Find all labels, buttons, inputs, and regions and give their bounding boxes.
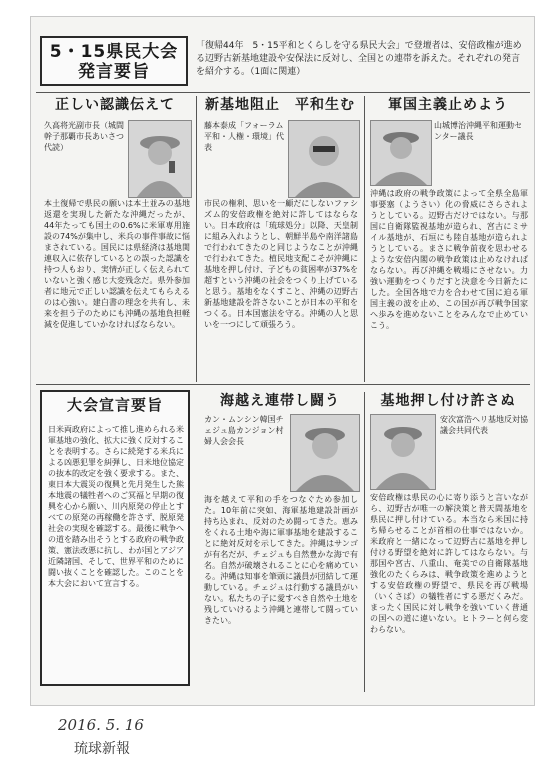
speaker-photo-5 <box>290 414 360 492</box>
article5-speaker: カン・ムンシン韓国チェジュ島カンジョン村婦人会会長 <box>204 415 284 446</box>
article4-body: 日米両政府によって推し進められる米軍基地の強化、拡大に強く反対することを表明する。さらに続発する米兵による凶悪犯罪を糾弾し、日米地位協定の抜本的改定を強く要求する。また、東日本大震災の復興と先月発生した熊本地震の犠牲者へのご冥福と早期の復興を心から願い、川内原発の停止とすべての原発の再稼働を許さず、脱原発社会の実現を確認する。最後に戦争への道を踏み出そうとする政府の戦争政策、憲法改悪に抗し、わが国とアジア近隣諸国、そして、世界平和のために闘い抜くことを確認した。このことを本大会において宣言する。 <box>48 425 184 588</box>
speaker-photo-2 <box>288 120 360 198</box>
article3-body: 沖縄は政府の戦争政策によって全県全島軍事要塞（ようさい）化の脅威にさらされようとしている。辺野古だけではない。与那国に自衛隊監視基地が造られ、宮古にミサイル基地が、石垣にも陸自基地が造られようとしている。まさに戦争前夜を思わせるような安倍内閣の戦争政策は止めなければならない。再び沖縄を戦場にさせない。力強い運動をつくりだすと決意を今日新たにした。全国各地で力を合わせて国に迫る軍国主義の波を止め、この国が再び戦争国家へ歩みを進めないことをみんなで止めていこう。 <box>370 189 528 330</box>
title-line1: 5・15県民大会 <box>49 42 179 62</box>
person-photo-icon <box>291 415 359 491</box>
person-photo-icon <box>129 121 191 197</box>
divider-col5 <box>364 392 365 692</box>
person-photo-icon <box>371 415 435 489</box>
article1-speaker: 久高将光副市長（城間幹子那覇市長あいさつ代読） <box>44 121 124 152</box>
lead-text: 「復帰44年 5・15平和とくらしを守る県民大会」で登壇者は、安倍政権が進める辺野古新基地建設や安保法に反対し、全国との連帯を訴えた。それぞれの発言を紹介する。（1面に関連） <box>196 41 522 77</box>
handwritten-date: 2016. 5. 16 <box>58 716 144 734</box>
handwritten-source: 琉球新報 <box>74 741 130 757</box>
divider-top <box>36 92 530 93</box>
speaker-photo-1 <box>128 120 192 198</box>
article3-speaker: 山城博治沖縄平和運動センター議長 <box>434 121 522 141</box>
article3-headline: 軍国主義止めよう <box>388 97 508 113</box>
speaker-photo-6 <box>370 414 436 490</box>
title-box <box>40 36 188 86</box>
title-line2: 発言要旨 <box>78 62 150 82</box>
divider-col2 <box>364 96 365 382</box>
speaker-photo-3 <box>370 120 432 186</box>
article5-headline: 海越え連帯し闘う <box>220 393 340 409</box>
article6-speaker: 安次富浩ヘリ基地反対協議会共同代表 <box>440 415 528 435</box>
article1-headline: 正しい認識伝えて <box>55 97 175 113</box>
article5-body: 海を越えて平和の手をつなぐため参加した。10年前に突如、海軍基地建設計画が持ち込まれ、反対のため闘ってきた。恵みをくれる土地や海に軍事基地を建設することに絶対反対を示してきた。沖縄はサンゴが有名だが、チェジュも自然豊かな海で有名。自然が破壊されることに心を痛めている。沖縄は知事を筆頭に議員が団結して運動している。チェジュは行動する議員がいない。私たちの子に愛すべき自然や土地を残していけるよう沖縄と連帯して闘っていきたい。 <box>204 495 358 625</box>
article2-speaker: 藤本泰成「フォーラム平和・人権・環境」代表 <box>204 121 284 152</box>
article2-headline: 新基地阻止 平和生む <box>205 97 355 113</box>
article1-body: 本土復帰で県民の願いは本土並みの基地返還を実現した新たな沖縄だったが、44年たっても国土の0.6%に米軍専用施設の74%が集中し、米兵の事件事故に悩まされている。国民には県経済は基地関連収入に依存しているとの誤った認識を持つ人もおり、実情が正しく伝えられていないと強く感じ大変残念だ。県外参加者に地元で正しい認識を伝えてもらえるのは心強い。建白書の理念を共有し、未来を担う子のためにも沖縄の基地負担軽減を促進していかなければならない。 <box>44 199 190 329</box>
person-photo-icon <box>371 121 431 185</box>
article6-body: 安倍政権は県民の心に寄り添うと言いながら、辺野古が唯一の解決策と普天間基地を県民に押し付けている。本当なら米国に持ち帰らせることが首相の仕事ではないか。米政府と一緒になって辺野古に基地を押し付ける野望を絶対に許してはならない。与那国や宮古、八重山、奄美での自衛隊基地強化のたくらみは、戦争政策を進めようとする安倍政権の野望で、県民を再び戦場（いくさば）の犠牲者にする悪だくみだ。まったく国民に対し戦争を強いていく普通の国への道に違いない。ヒトラーと何ら変わらない。 <box>370 493 528 634</box>
divider-col1 <box>196 96 197 382</box>
article2-body: 市民の権利、思いを一顧だにしないファシズム的安倍政権を絶対に許してはならない。日本政府は「琉球処分」以降、天皇制に組み入れようとし、朝鮮半島や南洋諸島で行われてきたのと同じようなことが沖縄で行われてきた。植民地支配こそが沖縄に基地を押し付け、子どもの貧困率が37%を超すという沖縄の社会をつくり上げていると思う。基地をなくすこと、沖縄の辺野古新基地建設を許さないことが日本の平和をつくる。日本国憲法を守る。沖縄の人と思いを一つにして頑張ろう。 <box>204 199 358 329</box>
divider-middle <box>36 384 530 385</box>
person-photo-icon <box>289 121 359 197</box>
article4-headline: 大会宣言要旨 <box>66 396 163 414</box>
article6-headline: 基地押し付け許さぬ <box>380 393 516 409</box>
